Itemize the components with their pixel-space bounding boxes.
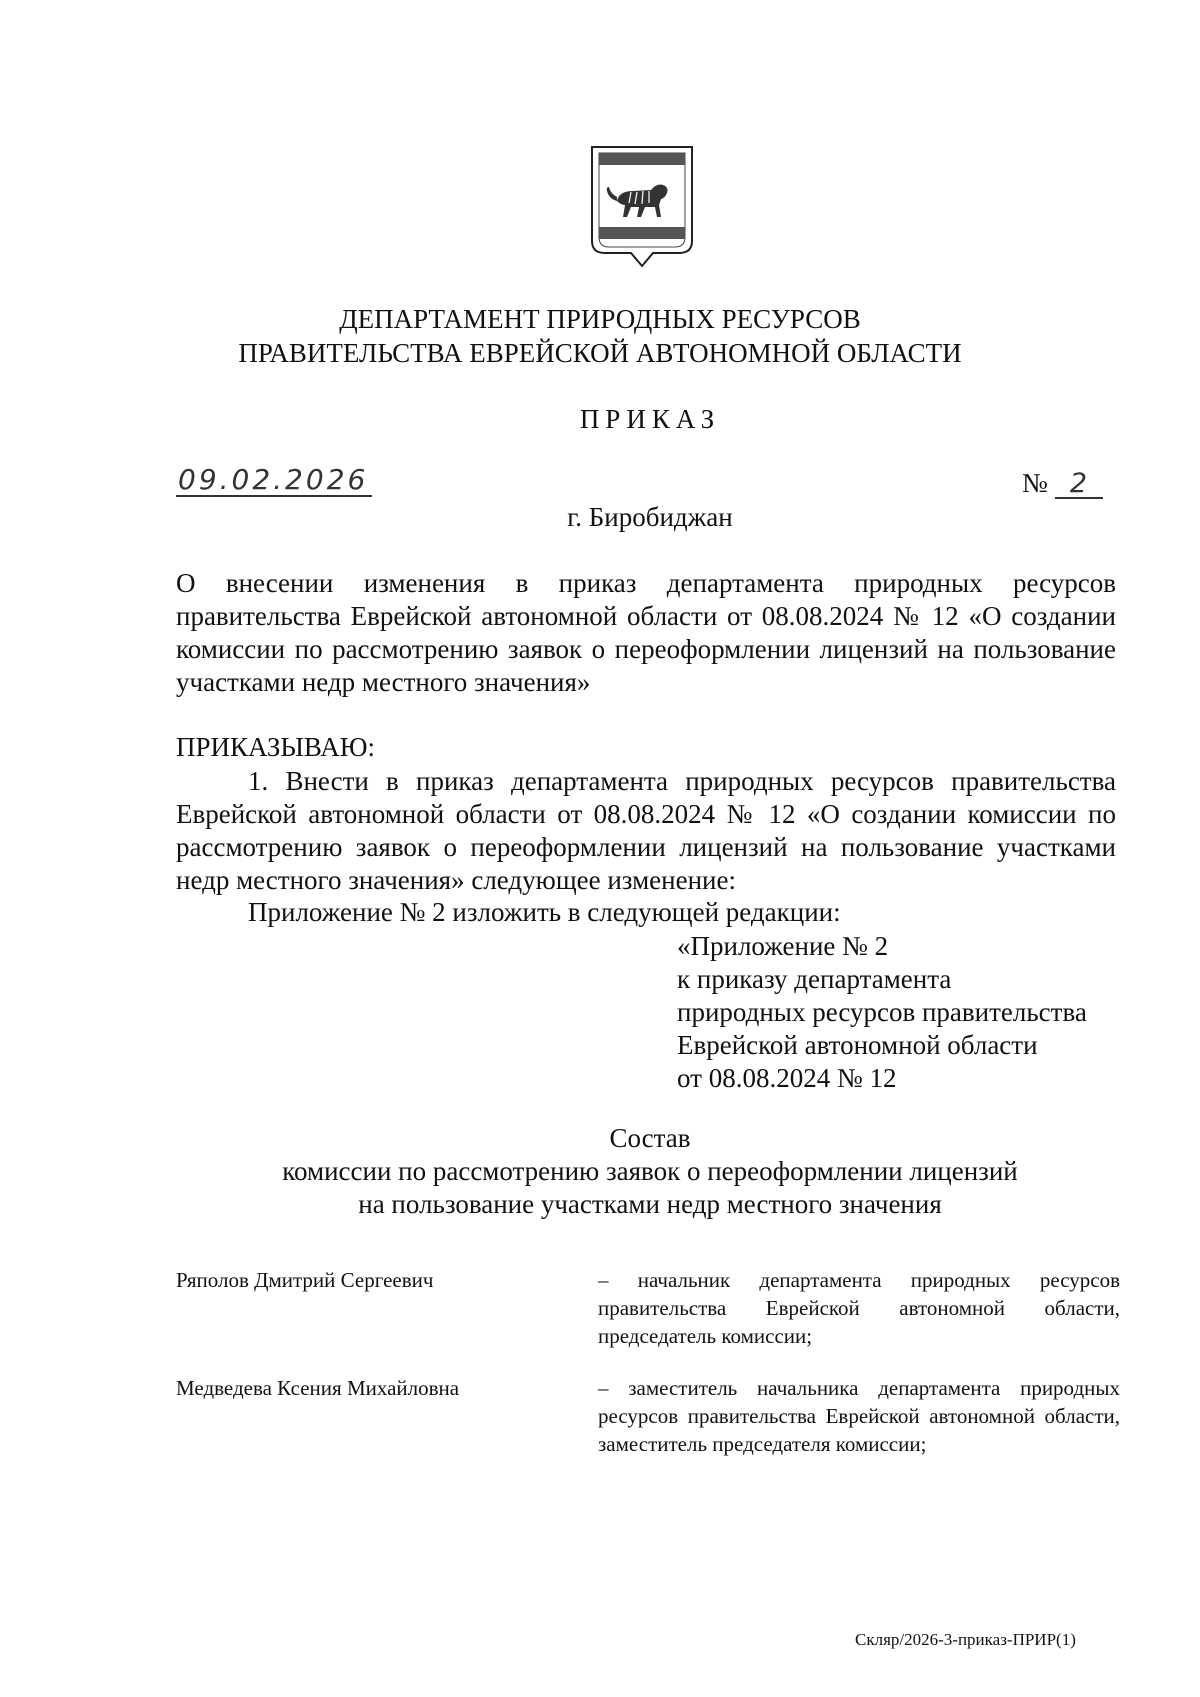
appendix-line-3: природных ресурсов правительства [677, 997, 1087, 1027]
appendix-line-2: к приказу департамента [677, 964, 952, 994]
composition-line-2: на пользование участками недр местного значения [358, 1189, 942, 1219]
document-number [1022, 468, 1103, 499]
city: г. Биробиджан [567, 502, 733, 532]
coat-of-arms-tiger-icon [587, 143, 697, 271]
appendix-line-4: Еврейской автономной области [677, 1030, 1038, 1060]
handwritten-date: 09.02.2026 [176, 465, 372, 497]
number-sign: № [1022, 468, 1048, 498]
paragraph-2: Приложение № 2 изложить в следующей редакции: [248, 897, 841, 927]
order-word: ПРИКАЗЫВАЮ: [176, 732, 375, 762]
member-name: Ряполов Дмитрий Сергеевич [176, 1268, 434, 1292]
order-subject: О внесении изменения в приказ департамента природных ресурсов правительства Еврейской автономной области от 08.08.2024 № 12 «О создании комиссии по рассмотрению заявок о переоформлении лицензий на пользование участками недр местного значения» [176, 568, 1116, 697]
department-line-2: ПРАВИТЕЛЬСТВА ЕВРЕЙСКОЙ АВТОНОМНОЙ ОБЛАСТИ [238, 338, 962, 368]
department-name [0, 302, 1200, 370]
appendix-line-5: от 08.08.2024 № 12 [677, 1063, 897, 1093]
department-line-1: ДЕПАРТАМЕНТ ПРИРОДНЫХ РЕСУРСОВ [339, 304, 861, 334]
document-type: ПРИКАЗ [579, 404, 721, 434]
member-role: – заместитель начальника департамента природных ресурсов правительства Еврейской автономной области, заместитель председателя комиссии; [598, 1376, 1120, 1456]
composition-heading: Состав [609, 1123, 691, 1153]
composition-line-1: комиссии по рассмотрению заявок о переоформлении лицензий [282, 1156, 1018, 1186]
member-name: Медведева Ксения Михайловна [176, 1376, 460, 1400]
handwritten-number: 2 [1055, 471, 1103, 499]
appendix-line-1: «Приложение № 2 [677, 931, 889, 961]
composition-title [0, 1122, 1200, 1221]
paragraph-1: 1. Внести в приказ департамента природных ресурсов правительства Еврейской автономной области от 08.08.2024 № 12 «О создании комиссии по рассмотрению заявок о переоформлении лицензий на пользование участками недр местного значения» следующее изменение: [176, 766, 1116, 895]
member-role: – начальник департамента природных ресурсов правительства Еврейской автономной области, председатель комиссии; [598, 1268, 1120, 1348]
appendix-heading [677, 930, 1087, 1095]
footer-reference: Скляр/2026-3-приказ-ПРИР(1) [855, 1630, 1076, 1649]
